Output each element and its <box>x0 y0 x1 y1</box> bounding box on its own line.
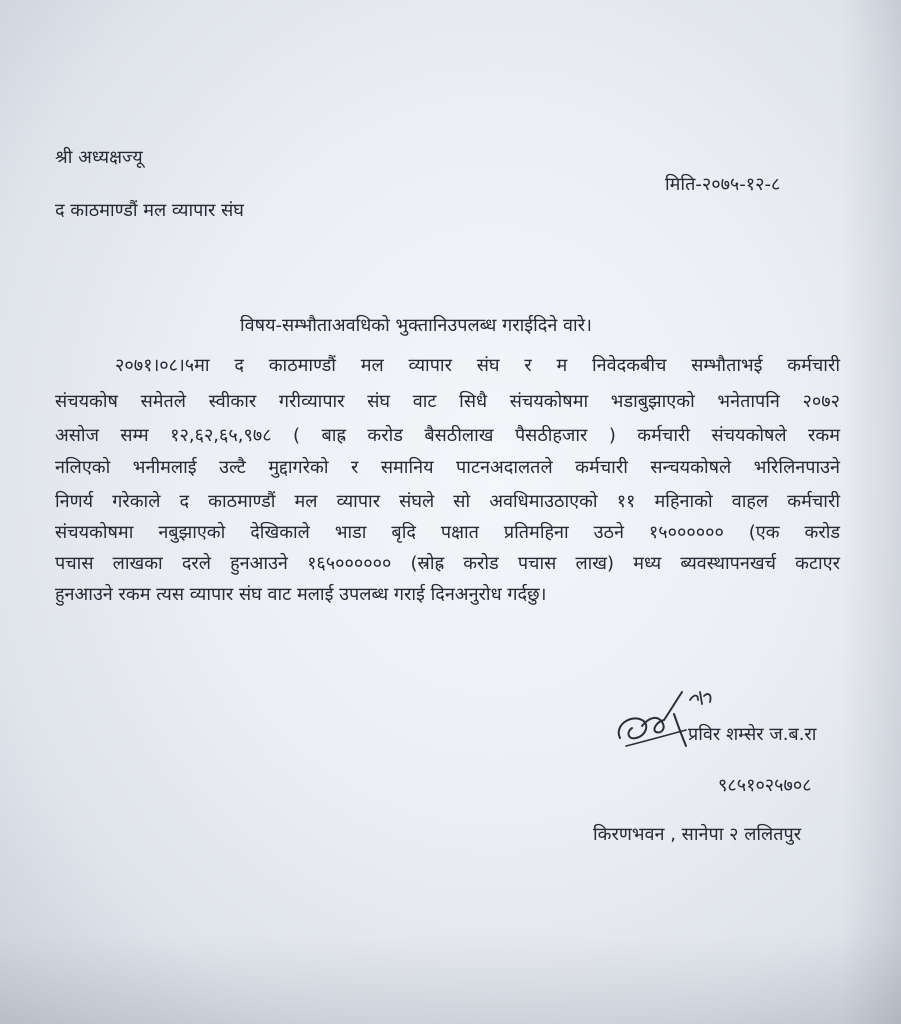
body-line: संचयकोषमा नबुझाएको देखिकाले भाडा बृदि पक्षात प्रतिमहिना उठने १५०००००० (एक करोड <box>55 522 840 543</box>
body-line: हुनआउने रकम त्यस व्यापार संघ वाट मलाई उपलब्ध गराई दिनअनुरोध गर्दछु। <box>55 584 547 605</box>
signatory-phone: ९८५१०२५७०८ <box>718 775 812 796</box>
body-line: निणर्य गरेकाले द काठमाण्डौं मल व्यापार संघले सो अवधिमाउठाएको ११ महिनाको वाहल कर्मचारी <box>55 491 840 512</box>
page-edge-shadow-right <box>841 0 901 1024</box>
signatory-name: प्रविर शम्सेर ज.ब.रा <box>688 724 817 745</box>
body-line: नलिएको भनीमलाई उल्टै मुद्दागरेको र समानिय पाटनअदालतले कर्मचारी सन्चयकोषले भरिलिनपाउने <box>55 457 840 478</box>
letter-date: मिति-२०७५-१२-८ <box>665 174 781 195</box>
body-line: २०७१।०८।५मा द काठमाण्डौं मल व्यापार संघ र म निवेदकबीच सम्भौताभई कर्मचारी <box>115 355 840 376</box>
addressee-salutation: श्री अध्यक्षज्यू <box>55 147 143 168</box>
signatory-address: किरणभवन , सानेपा २ ललितपुर <box>593 824 802 845</box>
body-line: पचास लाखका दरले हुनआउने १६५०००००० (स्रोह्र करोड पचास लाख) मध्य ब्यवस्थापनखर्च कटाएर <box>55 553 840 574</box>
body-line: संचयकोष समेतले स्वीकार गरीव्यापार संघ वाट सिधै संचयकोषमा भडाबुझाएको भनेतापनि २०७२ <box>55 391 840 412</box>
subject-line: विषय-सम्भौताअवधिको भुक्तानिउपलब्ध गराईदिने वारे। <box>240 315 592 336</box>
addressee-organization: द काठमाण्डौं मल व्यापार संघ <box>55 200 244 221</box>
page-edge-shadow-bottom <box>0 934 901 1024</box>
body-line: असोज सम्म १२,६२,६५,९७८ ( बाह्र करोड बैसठीलाख पैसठीहजार ) कर्मचारी संचयकोषले रकम <box>55 425 840 446</box>
